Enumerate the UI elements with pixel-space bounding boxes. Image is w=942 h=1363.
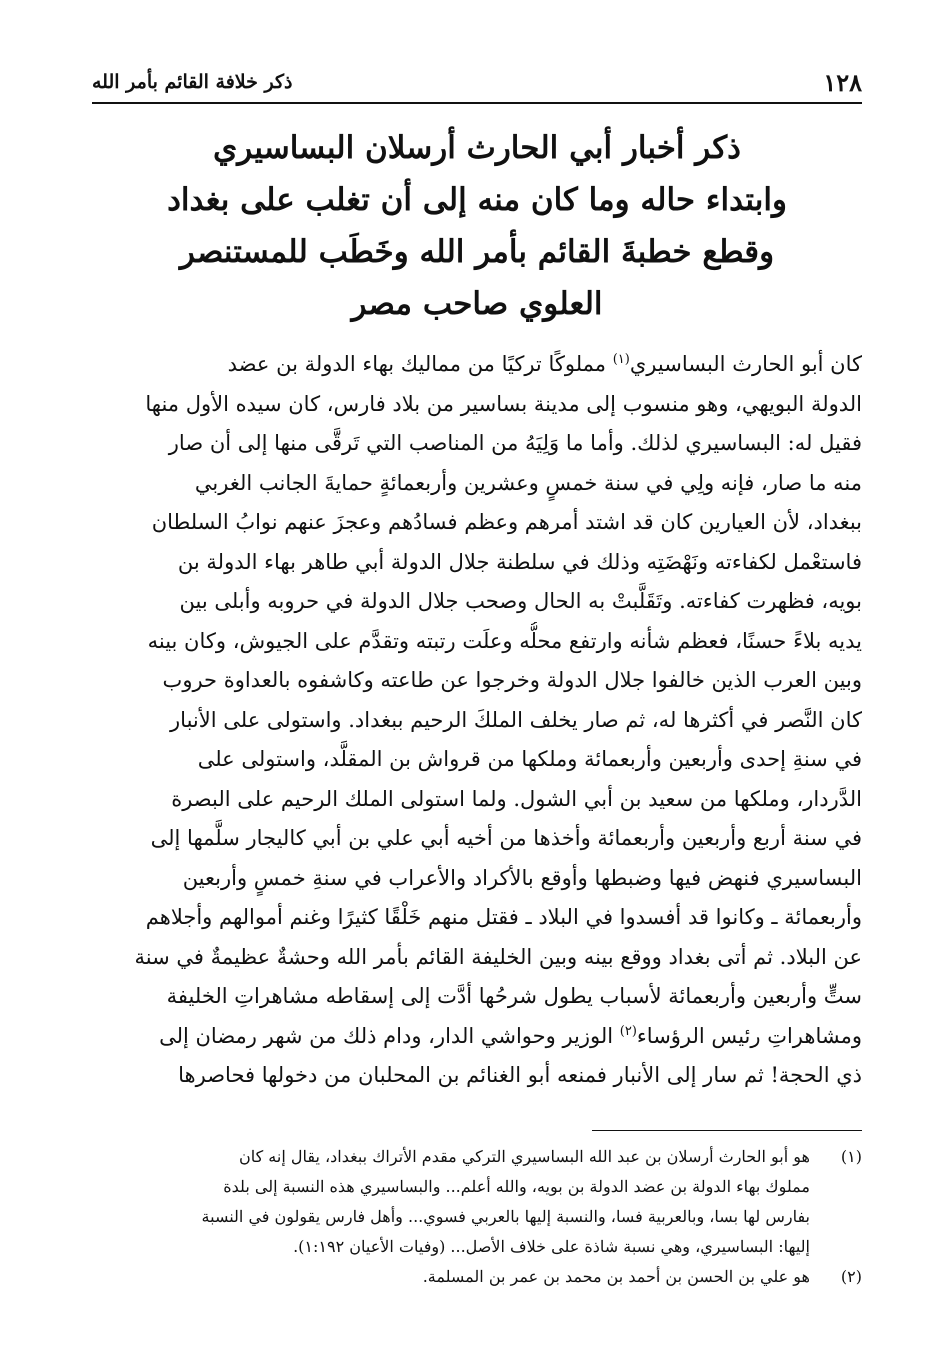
chapter-title xyxy=(92,122,862,330)
footnote-ref-1[interactable]: (١) xyxy=(612,352,630,367)
title-line: العلوي صاحب مصر xyxy=(351,286,603,322)
page-header xyxy=(92,62,862,104)
body-line: في سنةِ إحدى وأربعين وأربعمائة وملكها من قرواش بن المقلَّد، واستولى على xyxy=(197,747,862,771)
body-line: بويه، فظهرت كفاءته. وتَقَلَّبتْ به الحال وصحب جلال الدولة في حروبه وأبلى بين xyxy=(179,589,862,613)
footnote-separator xyxy=(592,1130,862,1131)
footnote-number: (١) xyxy=(840,1147,862,1166)
body-line: الدَّردار، وملكها من سعيد بن أبي الشول. ولما استولى الملك الرحيم على البصرة xyxy=(171,786,862,811)
footnote-2 xyxy=(92,1262,862,1292)
footnote-1 xyxy=(92,1142,862,1262)
footnotes xyxy=(92,1142,862,1292)
title-line: ذكر أخبار أبي الحارث أرسلان البساسيري xyxy=(213,130,741,166)
body-line-start: ومشاهراتِ رئيس الرؤساء xyxy=(636,1023,862,1048)
title-line: وابتداء حاله وما كان منه إلى أن تغلب على بغداد xyxy=(167,182,787,218)
footnote-line: هو أبو الحارث أرسلان بن عبد الله البساسيري التركي مقدم الأتراك ببغداد، يقال إنه كان xyxy=(238,1147,810,1166)
body-line: وبين العرب الذين خالفوا جلال الدولة وخرجوا عن طاعته وكاشفوه بالعداوة حروب xyxy=(162,668,862,692)
body-line: ببغداد، لأن العيارين كان قد اشتد أمرهم وعظم فسادُهم وعجزَ عنهم نوابُ السلطان xyxy=(151,510,862,534)
body-line: فقيل له: البساسيري لذلك. وأما ما وَلِيَهُ من المناصب التي تَرقَّى منها إلى أن صار xyxy=(168,431,862,455)
page-number: ١٢٨ xyxy=(823,67,862,97)
body-line: البساسيري فنهض فيها وضبطها وأوقع بالأكراد والأعراب في سنةِ خمسٍ وأربعين xyxy=(182,865,862,890)
footnote-line: إليها: البساسيري، وهي نسبة شاذة على خلاف الأصل... (وفيات الأعيان ١:١٩٢). xyxy=(293,1237,810,1256)
title-line: وقطع خطبةَ القائم بأمر الله وخَطَب للمستنصر xyxy=(179,234,775,270)
body-text xyxy=(92,345,862,1096)
body-line: الدولة البويهي، وهو منسوب إلى مدينة بساسير من بلاد فارس، كان سيده الأول منها xyxy=(145,391,862,416)
running-title: ذكر خلافة القائم بأمر الله xyxy=(92,71,293,93)
body-line: وأربعمائة ـ وكانوا قد أفسدوا في البلاد ـ فقتل منهم خَلْقًا كثيرًا وغنم أموالهم وأجلاهم xyxy=(145,905,862,929)
body-line: يديه بلاءً حسنًا، فعظم شأنه وارتفع محلُّه وعلَت رتبته وتقدَّم على الجيوش، وكان بينه xyxy=(147,628,862,653)
footnote-number: (٢) xyxy=(840,1267,862,1286)
body-line: عن البلاد. ثم أتى بغداد ووقع بينه وبين الخليفة القائم بأمر الله وحشةٌ عظيمةٌ في سنة xyxy=(134,944,862,969)
footnote-line: مملوك بهاء الدولة بن عضد الدولة بن بويه، والله أعلم... والبساسيري هذه النسبة إلى بلدة xyxy=(223,1177,810,1196)
footnote-line: بفارس لها بسا، وبالعربية فسا، والنسبة إليها بالعربي فسوي... وأهل فارس يقولون في النسبة xyxy=(201,1207,810,1226)
body-line-end: الوزير وحواشي الدار، ودام ذلك من شهر رمضان إلى xyxy=(159,1023,620,1048)
body-line: ستٍّ وأربعين وأربعمائة لأسباب يطول شرحُها أدَّت إلى إسقاطه مشاهراتِ الخليفة xyxy=(166,984,862,1008)
body-line xyxy=(92,345,862,385)
body-line-start: كان أبو الحارث البساسيري xyxy=(629,352,862,376)
footnote-line: هو علي بن الحسن بن أحمد بن محمد بن عمر بن المسلمة. xyxy=(422,1267,810,1286)
body-line: فاستعْمل لكفاءته ونَهْضَتِه وذلك في سلطنة جلال الدولة أبي طاهر بهاء الدولة بن xyxy=(177,549,862,574)
body-line: كان النَّصر في أكثرها له، ثم صار يخلف الملكَ الرحيم ببغداد. واستولى على الأنبار xyxy=(170,707,862,732)
body-line: في سنة أربع وأربعين وأربعمائة وأخذها من أخيه أبي علي بن أبي كاليجار سلَّمها إلى xyxy=(150,826,862,850)
body-line: ذي الحجة! ثم سار إلى الأنبار فمنعه أبو الغنائم بن المحلبان من دخولها فحاصرها xyxy=(178,1063,862,1087)
footnote-text xyxy=(92,1142,810,1262)
body-line: منه ما صار، فإنه ولِي في سنة خمسٍ وعشرين وأربعمائةٍ حمايةَ الجانب الغربي xyxy=(194,470,862,495)
footnote-ref-2[interactable]: (٢) xyxy=(619,1023,637,1039)
footnote-text xyxy=(92,1262,810,1292)
body-line-end: مملوكًا تركيًا من مماليك بهاء الدولة بن عضد xyxy=(227,352,613,376)
body-line xyxy=(92,1017,862,1057)
